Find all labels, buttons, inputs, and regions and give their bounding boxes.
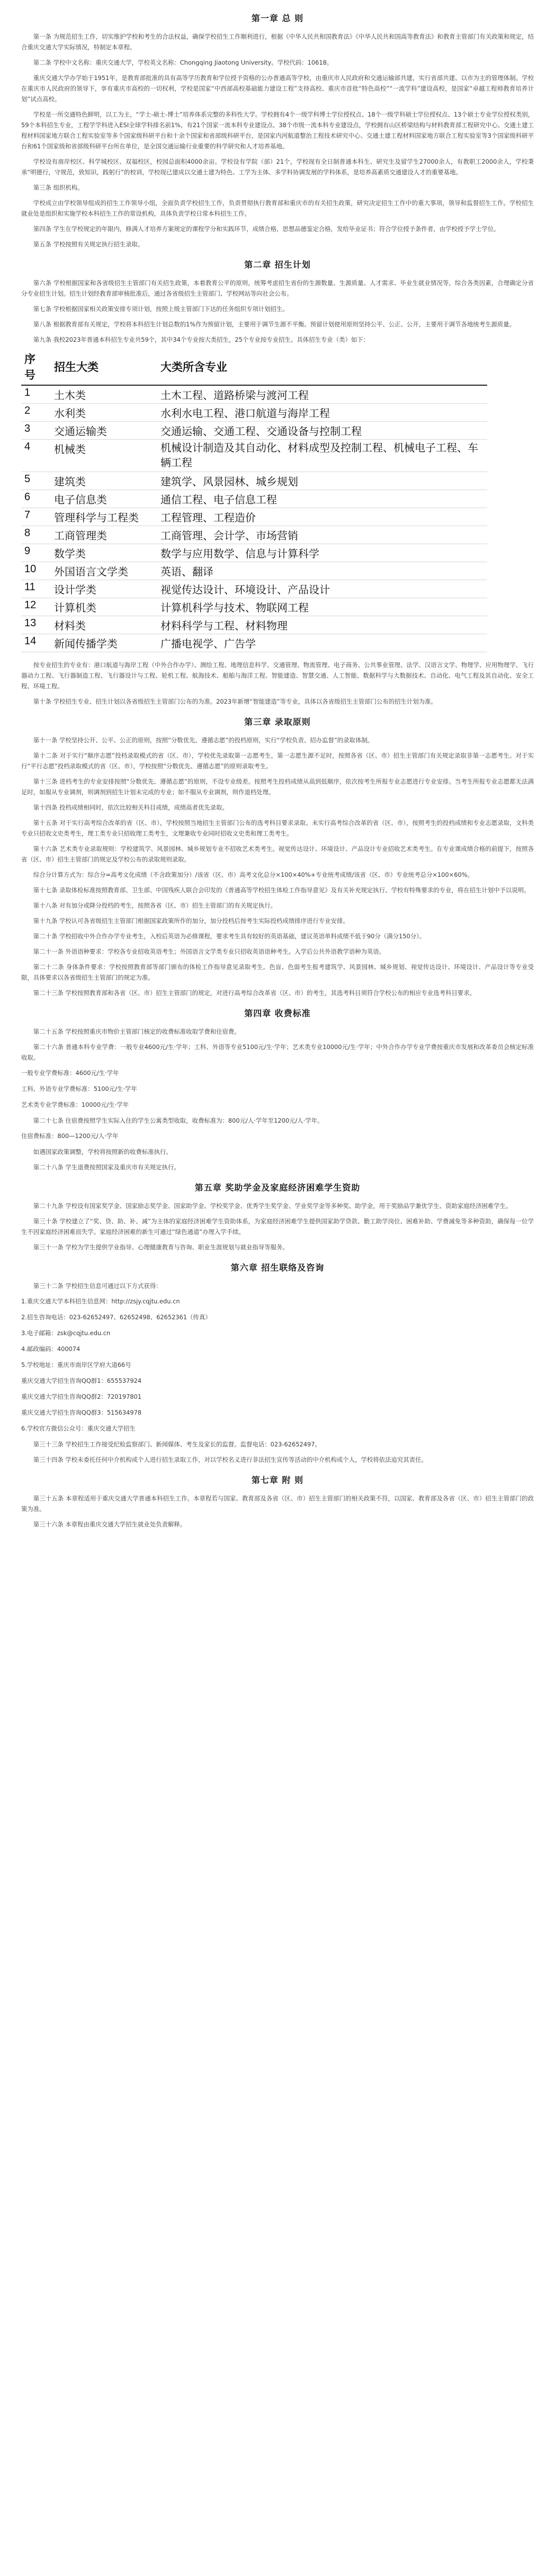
col-header-category: 招生大类 [51, 350, 157, 385]
row-majors: 工商管理、会计学、市场营销 [157, 526, 487, 544]
paragraph: 第二十六条 普通本科专业学费：一般专业4600元/生·学年；工科、外语等专业5100元/生·学年；艺术类专业10000元/生·学年；中外合作办学专业学费按重庆市发展和改革委员会核定标准收取。 [21, 1043, 534, 1061]
paragraph: 第九条 我校2023年普通本科招生专业共59个，其中34个专业按大类招生，25个专业按专业招生。具体招生专业（类）如下： [33, 336, 370, 343]
row-majors: 视觉传达设计、环境设计、产品设计 [157, 580, 487, 598]
paragraph: 第三十三条 学校招生工作接受纪检监察部门、新闻媒体、考生及家长的监督。监督电话：023-62652497。 [33, 1441, 321, 1448]
row-number: 2 [21, 404, 51, 422]
row-number: 11 [21, 580, 51, 598]
row-number: 8 [21, 526, 51, 544]
paragraph: 第十三条 进档考生的专业安排按照“分数优先、遵循志愿”的原则，不设专业级差。按照考生投档成绩从高到低顺序，依次按考生所报专业志愿进行专业安排。当考生所报专业志愿都无法满足时，如服从专业调剂，则调剂到招生计划未完成的专业；如不服从专业调剂，则作退档处理。 [21, 778, 534, 796]
paragraph: 第十一条 学校坚持公开、公平、公正的原则，按照“分数优先、遵循志愿”的投档原则，实行“学校负责、招办监督”的录取体制。 [33, 736, 374, 744]
col-header-majors: 大类所含专业 [157, 350, 487, 385]
fee-value: 10000元/生·学年 [81, 1101, 129, 1108]
paragraph: 第十六条 艺术类专业录取规则：学校建筑学、风景园林、城乡规划专业不招收艺术类考生。视觉传达设计、环境设计、产品设计专业招收艺术类考生。在专业课成绩合格的前提下，按照各省（区、市）招生主管部门的规定及学校公布的录取规则录取。 [21, 845, 534, 863]
paragraph: 学校是一所交通特色鲜明，以工为主，“学士-硕士-博士”培养体系完整的多科性大学。学校拥有4个一级学科博士学位授权点、18个一级学科硕士学位授权点、13个硕士专业学位授权类别，59个本科招生专业，工程学学科进入ESI全球学科排名前1%，有21个国家一流本科专业建设点、38个市级一流本科专业建设点，学校拥有山区桥梁结构与材料教育部工程研究中心、交通土建工程材料国家地方联合工程实验室等多个国家级科研平台和十余个国家和省部级科研平台，是国家内河航道整治工程技术研究中心、交通土建工程材料国家地方联合工程实验室等3个国家级科研平台和61个国家级和省部级科研平台所在单位，是全国交通运输行业重要的科学研究和人才培养基地。 [21, 111, 534, 150]
row-number: 5 [21, 472, 51, 490]
row-majors: 广播电视学、广告学 [157, 634, 487, 652]
row-category: 材料类 [51, 616, 157, 634]
table-row [21, 404, 487, 422]
paragraph: 第三十条 学校建立了“奖、贷、助、补、减”为主体的家庭经济困难学生资助体系，为家庭经济困难学生提供国家助学贷款、勤工助学岗位、困难补助、学费减免等多种资助，确保每一位学生不因家庭经济困难而失学。家庭经济困难的新生可通过“绿色通道”办理入学手续。 [21, 1218, 534, 1236]
paragraph: 第二十八条 学生退费按照国家及重庆市有关规定执行。 [33, 1163, 180, 1171]
paragraph: 第二十七条 住宿费按照学生实际入住的学生公寓类型收取，收费标准为：800元/人·学年至1200元/人·学年。 [33, 1117, 324, 1124]
fee-label: 住宿费标准： [21, 1132, 58, 1140]
row-majors: 英语、翻译 [157, 562, 487, 580]
fee-value: 800—1200元/人·学年 [57, 1132, 119, 1140]
paragraph: 第十条 学校招生专业、招生计划以各省级招生主管部门公布的为准。2023年新增“智能建造”等专业，具体以各省级招生主管部门公布的招生计划为准。 [33, 698, 437, 705]
table-body [21, 385, 487, 652]
row-majors: 水利水电工程、港口航道与海岸工程 [157, 404, 487, 422]
row-category: 建筑类 [51, 472, 157, 490]
row-category: 数学类 [51, 544, 157, 562]
table-row [21, 472, 487, 490]
table-header-row [21, 350, 487, 385]
row-majors: 数学与应用数学、信息与计算科学 [157, 544, 487, 562]
paragraph: 第三十二条 学校招生信息可通过以下方式获得： [33, 1282, 162, 1290]
row-number: 12 [21, 598, 51, 616]
contact-website[interactable]: 1.重庆交通大学本科招生信息网：http://zsjy.cqjtu.edu.cn [21, 1298, 180, 1305]
row-category: 水利类 [51, 404, 157, 422]
paragraph: 如遇国家政策调整，学校将按照新的收费标准执行。 [33, 1148, 172, 1156]
table-row [21, 598, 487, 616]
row-category: 设计学类 [51, 580, 157, 598]
row-number: 1 [21, 385, 51, 404]
col-header-no: 序号 [21, 350, 51, 385]
fee-line-standard [21, 1068, 534, 1078]
row-number: 10 [21, 562, 51, 580]
paragraph: 重庆交通大学办学始于1951年，是教育部批准的具有高等学历教育和学位授予资格的公办普通高等学校，由重庆市人民政府和交通运输部共建，实行省部共建、以市为主的管理体制。学校在重庆市人民政府的领导下，享有重庆市高校的一切权利，学校是国家“中西部高校基础能力建设工程”支持高校、重庆市首批“特色高校”“一流学科”建设高校，是国家“卓越工程师教育培养计划”试点高校。 [21, 74, 534, 103]
chapter-title: 第二章 招生计划 [244, 260, 311, 270]
chapter-title: 第五章 奖助学金及家庭经济困难学生资助 [194, 1183, 361, 1193]
row-category: 工商管理类 [51, 526, 157, 544]
row-majors: 土木工程、道路桥梁与渡河工程 [157, 385, 487, 404]
paragraph: 第三十四条 学校未委托任何中介机构或个人进行招生录取工作，对以学校名义进行非法招生宣传等活动的中介机构或个人，学校将依法追究其责任。 [33, 1456, 427, 1463]
fee-line-dorm [21, 1131, 534, 1141]
row-number: 14 [21, 634, 51, 652]
paragraph: 第二十二条 身体条件要求：学校按照教育部等部门颁布的体检工作指导意见录取考生。色盲、色弱考生报考建筑学、风景园林、城乡规划、视觉传达设计、环境设计、产品设计等专业受限，具体要求以各省级招生主管部门的规定为准。 [21, 963, 534, 981]
chapter-1 [21, 12, 534, 250]
contact-qq-group-2: 重庆交通大学招生咨询QQ群2：720197801 [21, 1393, 142, 1400]
contact-address: 5.学校地址：重庆市南岸区学府大道66号 [21, 1361, 131, 1369]
paragraph: 第七条 学校根据国家相关政策安排专项计划，按照上级主管部门下达的任务组织专项计划招生。 [33, 305, 289, 313]
category-table-wrapper [21, 350, 534, 652]
paragraph: 第二十九条 学校设有国家奖学金、国家励志奖学金、国家助学金、学校奖学金、优秀学生奖学金、学业奖学金等多种奖、助学金，用于奖励品学兼优学生、资助家庭经济困难学生。 [33, 1202, 512, 1210]
fee-line-art [21, 1099, 534, 1110]
table-row [21, 385, 487, 404]
chapter-title: 第三章 录取原则 [244, 717, 311, 727]
fee-label: 一般专业学费标准： [21, 1069, 76, 1077]
row-number: 3 [21, 422, 51, 440]
row-number: 6 [21, 490, 51, 508]
fee-line-engineering [21, 1083, 534, 1094]
row-majors: 材料科学与工程、材料物理 [157, 616, 487, 634]
chapter-title: 第一章 总 则 [251, 13, 304, 23]
paragraph: 第六条 学校根据国家和各省级招生主管部门有关招生政策，本着教育公平的原则，统筹考虑招生省份的生源数量、生源质量、人才需求、毕业生就业情况等，综合各类因素，合理确定分省分专业招生计划。招生计划经教育部审核批准后，通过各省级招生主管部门、学校网站等向社会公布。 [21, 279, 534, 297]
row-category: 计算机类 [51, 598, 157, 616]
row-majors: 通信工程、电子信息工程 [157, 490, 487, 508]
contact-postcode: 4.邮政编码：400074 [21, 1345, 80, 1353]
paragraph: 第十九条 学校认可各省级招生主管部门根据国家政策所作的加分，加分投档后按考生实际投档成绩排序进行专业安排。 [33, 917, 349, 925]
contact-phone: 2.招生咨询电话：023-62652497、62652498、62652361（传真） [21, 1313, 211, 1321]
paragraph: 第二十条 学校招收中外合作办学专业考生，入校后英语为必修课程，要求考生具有较好的英语基础，建议英语单科成绩不低于90分（满分150分）。 [33, 932, 426, 940]
chapter-2 [21, 258, 534, 707]
chapter-title: 第七章 附 则 [251, 1475, 304, 1485]
paragraph: 按专业招生的专业有：港口航道与海岸工程（中外合作办学）、测绘工程、地理信息科学、交通管理、物流管理、电子商务、公共事业管理、法学、汉语言文学、物理学、应用物理学、飞行器动力工程、飞行器制造工程、飞行器设计与工程、轮机工程、航海技术、船舶与海洋工程、智能建造、智慧交通、人工智能、数据科学与大数据技术、自动化、电气工程及其自动化、安全工程、环境工程。 [21, 661, 534, 690]
table-row [21, 508, 487, 526]
admission-category-table [21, 350, 487, 652]
paragraph: 第三十六条 本章程由重庆交通大学招生就业处负责解释。 [33, 1521, 186, 1528]
contact-email[interactable]: 3.电子邮箱：zsk@cqjtu.edu.cn [21, 1329, 111, 1337]
row-category: 管理科学与工程类 [51, 508, 157, 526]
row-number: 13 [21, 616, 51, 634]
table-row [21, 490, 487, 508]
table-row [21, 544, 487, 562]
paragraph: 第三条 组织机构。 [33, 184, 84, 191]
paragraph: 第三十五条 本章程适用于重庆交通大学普通本科招生工作。本章程若与国家、教育部及各省（区、市）招生主管部门的相关政策不符，以国家、教育部及各省（区、市）招生主管部门的政策为准。 [21, 1495, 534, 1513]
row-majors: 建筑学、风景园林、城乡规划 [157, 472, 487, 490]
row-majors: 工程管理、工程造价 [157, 508, 487, 526]
paragraph: 第四条 学生在学校规定的年限内，修满人才培养方案规定的课程学分和实践环节，成绩合格，思想品德鉴定合格，发给毕业证书；符合学位授予条件者，由学校授予学士学位。 [33, 225, 500, 233]
paragraph: 学校设有南岸校区、科学城校区、双福校区，校园总面积4000余亩。学校设有学院（部）21个，学校现有全日制普通本科生、研究生及留学生27000余人，有教职工2000余人，学校秉承“明德行，守规范，致知识，践躬行”的校训，学校现已建成以交通土建为特色、工学为主体、多学科协调发展的学科体系，是培养高素质交通建设人才的重要基地。 [21, 158, 534, 176]
row-category: 土木类 [51, 385, 157, 404]
paragraph: 第十八条 对有加分或降分投档的考生，按照各省（区、市）招生主管部门的有关规定执行。 [33, 902, 277, 909]
paragraph: 第二十五条 学校按照重庆市物价主管部门核定的收费标准收取学费和住宿费。 [33, 1028, 240, 1035]
paragraph: 第八条 根据教育部有关规定，学校将本科招生计划总数的1%作为预留计划，主要用于调节生源不平衡。预留计划使用原则坚持公平、公正、公开，主要用于调节各地统考生源质量。 [33, 321, 515, 328]
fee-label: 艺术类专业学费标准： [21, 1101, 82, 1108]
chapter-title: 第六章 招生联络及咨询 [230, 1263, 325, 1273]
contact-wechat: 6.学校官方微信公众号：重庆交通大学招生 [21, 1425, 136, 1432]
chapter-title: 第四章 收费标准 [244, 1008, 311, 1018]
row-majors: 交通运输、交通工程、交通设备与控制工程 [157, 422, 487, 440]
chapter-7 [21, 1473, 534, 1530]
paragraph: 第二十三条 学校按照教育部和各省（区、市）招生主管部门的规定，对进行高考综合改革省（区、市）的考生，其选考科目须符合学校公布的相应专业选考科目要求。 [33, 989, 476, 997]
row-category: 新闻传播学类 [51, 634, 157, 652]
row-majors: 计算机科学与技术、物联网工程 [157, 598, 487, 616]
row-category: 交通运输类 [51, 422, 157, 440]
fee-label: 工科、外语专业学费标准： [21, 1085, 94, 1092]
footer-space [21, 1534, 534, 1545]
row-category: 外国语言文学类 [51, 562, 157, 580]
row-majors: 机械设计制造及其自动化、材料成型及控制工程、机械电子工程、车辆工程 [157, 440, 487, 472]
paragraph: 第一条 为规范招生工作，切实维护学校和考生的合法权益，确保学校招生工作顺利进行，根据《中华人民共和国教育法》《中华人民共和国高等教育法》和教育主管部门有关政策和规定，结合重庆交通大学实际情况，特制定本章程。 [21, 33, 534, 51]
table-row [21, 526, 487, 544]
row-number: 4 [21, 440, 51, 472]
paragraph: 学校成立由学校领导组成的招生工作领导小组，全面负责学校招生工作，负责贯彻执行教育部和重庆市的有关招生政策，研究决定招生工作中的重大事项，领导和监督招生工作。学校招生就业处是组织和实施学校本科招生工作的常设机构，具体负责学校日常本科招生工作。 [21, 199, 534, 217]
contact-qq-group-3: 重庆交通大学招生咨询QQ群3：515634978 [21, 1409, 142, 1416]
table-row [21, 616, 487, 634]
paragraph: 第二条 学校中文名称：重庆交通大学，学校英文名称：Chongqing Jiaotong University。学校代码：10618。 [33, 59, 333, 66]
row-category: 电子信息类 [51, 490, 157, 508]
table-row [21, 634, 487, 652]
row-number: 9 [21, 544, 51, 562]
chapter-4 [21, 1007, 534, 1172]
paragraph: 第十四条 投档成绩相同时，依次比较相关科目成绩，成绩高者优先录取。 [33, 804, 228, 811]
row-category: 机械类 [51, 440, 157, 472]
fee-value: 5100元/生·学年 [93, 1085, 137, 1092]
table-row [21, 422, 487, 440]
table-row [21, 562, 487, 580]
chapter-5 [21, 1181, 534, 1253]
paragraph: 第三十一条 学校为学生提供学业指导、心理健康教育与咨询、职业生涯规划与就业指导等服务。 [33, 1243, 289, 1251]
row-number: 7 [21, 508, 51, 526]
table-row [21, 440, 487, 472]
chapter-6 [21, 1261, 534, 1465]
paragraph: 第十七条 录取体检标准按照教育部、卫生部、中国残疾人联合会印发的《普通高等学校招生体检工作指导意见》及有关补充规定执行。学校有特殊要求的专业，将在招生计划中予以说明。 [33, 886, 530, 894]
fee-value: 4600元/生·学年 [75, 1069, 119, 1077]
paragraph: 综合分计算方式为：综合分=高考文化成绩（不含政策加分）/该省（区、市）高考文化总分×100×40%+专业统考成绩/该省（区、市）专业统考总分×100×60%。 [33, 871, 473, 878]
paragraph: 第十二条 对于实行“顺序志愿”投档录取模式的省（区、市），学校优先录取第一志愿考生，第一志愿生源不足时，按照各省（区、市）招生主管部门有关规定录取非第一志愿考生。对于实行“平行志愿”投档录取模式的省（区、市），学校按照“分数优先、遵循志愿”的原则录取考生。 [21, 752, 534, 770]
table-row [21, 580, 487, 598]
contact-qq-group-1: 重庆交通大学招生咨询QQ群1：655537924 [21, 1377, 142, 1384]
chapter-3 [21, 715, 534, 998]
paragraph: 第十五条 对于实行高考综合改革的省（区、市），学校按照当地招生主管部门公布的选考科目要求录取。未实行高考综合改革的省（区、市），按照考生的投档成绩和专业志愿录取，文科类专业只招收文史类考生，理工类专业只招收理工类考生，文理兼收专业同时招收文史类和理工类考生。 [21, 819, 534, 837]
paragraph: 第二十一条 外语语种要求：学校各专业招收英语考生；外国语言文学类专业只招收英语语种考生。入学后公共外语教学语种为英语。 [33, 948, 386, 955]
paragraph: 第五条 学校按照有关规定执行招生录取。 [33, 241, 144, 248]
